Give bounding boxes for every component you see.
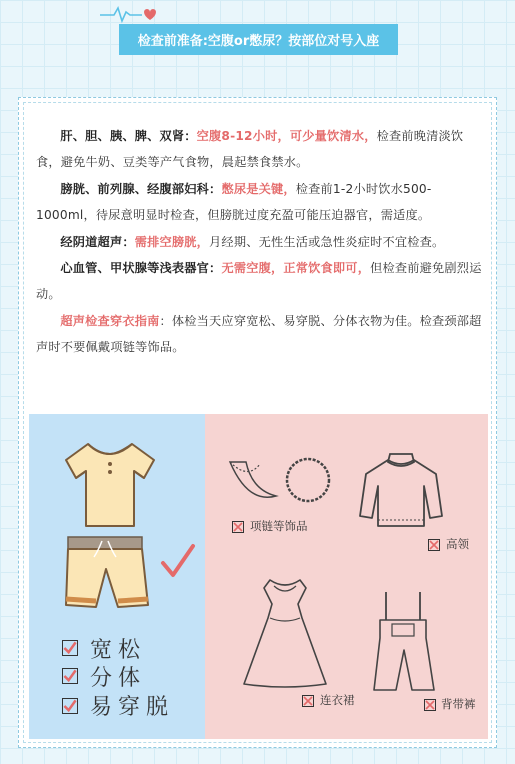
avoid-label-dress: 连衣裙: [320, 693, 355, 707]
good-label-easy: 易穿脱: [90, 695, 175, 720]
checkbox-crossed-icon: [232, 521, 244, 533]
heartbeat-icon: [100, 4, 160, 24]
page-title: 检查前准备:空腹or憋尿？按部位对号入座: [119, 24, 398, 55]
avoid-label-necklace: 项链等饰品: [250, 519, 308, 533]
dress-icon: [240, 576, 330, 688]
overalls-icon: [368, 590, 438, 695]
checkbox-checked-icon: [62, 668, 78, 684]
good-label-separate: 分体: [90, 666, 147, 691]
checkmark-icon: [160, 543, 196, 579]
paragraph-bladder: 膀胱、前列腺、经腹部妇科：憋尿是关键，检查前1-2小时饮水500-1000ml，待尿意明显时检查，但膀胱过度充盈可能压迫器官，需适度。: [36, 181, 432, 223]
checkbox-checked-icon: [62, 698, 78, 714]
instructions-text: [36, 123, 488, 361]
sweater-icon: [356, 452, 446, 532]
avoid-label-high-collar: 高领: [446, 537, 469, 551]
checkbox-crossed-icon: [428, 539, 440, 551]
paragraph-superficial: 心血管、甲状腺等浅表器官：无需空腹，正常饮食即可，但检查前避免剧烈运动。: [36, 261, 482, 302]
checkbox-crossed-icon: [424, 699, 436, 711]
paragraph-clothing-guide: 超声检查穿衣指南：体检当天应穿宽松、易穿脱、分体衣物为佳。检查颈部超声时不要佩戴项链等饰品。: [36, 313, 482, 355]
necklace-icon: [226, 456, 336, 511]
shorts-icon: [62, 535, 152, 615]
paragraph-abdomen: 肝、胆、胰、脾、双肾：空腹8-12小时，可少量饮清水，检查前晚清淡饮食，避免牛奶、豆类等产气食物，晨起禁食禁水。: [36, 129, 464, 170]
good-label-loose: 宽松: [90, 638, 147, 663]
paragraph-transvaginal: 经阴道超声：需排空膀胱，月经期、无性生活或急性炎症时不宜检查。: [60, 234, 445, 249]
avoid-label-overalls: 背带裤: [441, 697, 476, 711]
checkbox-crossed-icon: [302, 695, 314, 707]
tshirt-icon: [58, 438, 158, 533]
checkbox-checked-icon: [62, 640, 78, 656]
